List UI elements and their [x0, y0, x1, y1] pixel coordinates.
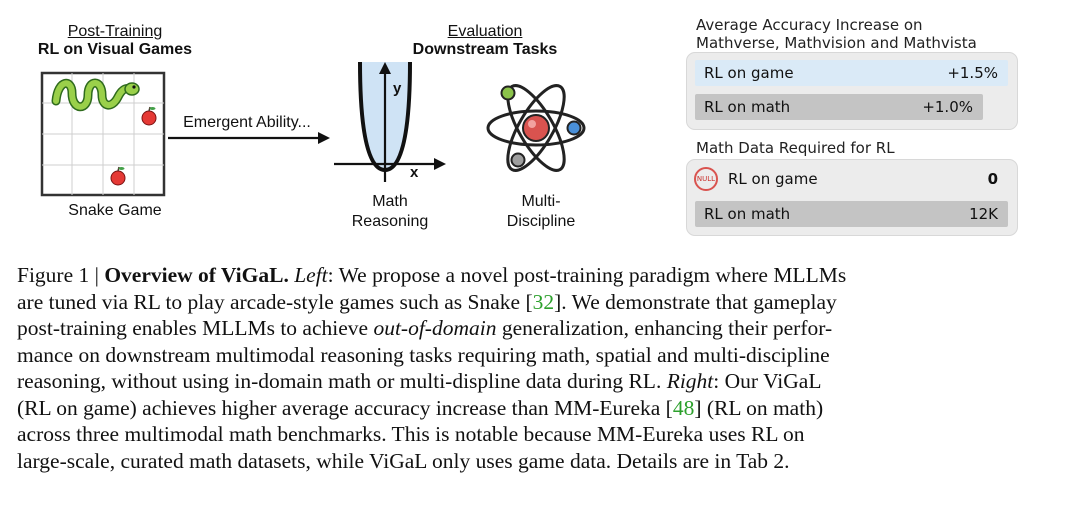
accuracy-title-line1: Average Accuracy Increase on [696, 16, 923, 34]
right-arrow-icon [166, 131, 332, 145]
bar-name: RL on math [704, 205, 791, 223]
caption-line: mance on downstream multimodal reasoning tasks requiring math, spatial and multi-discipline [17, 342, 830, 367]
snake-game-label: Snake Game [68, 202, 162, 219]
citation-link[interactable]: 48 [672, 395, 695, 420]
caption-line: post-training enables MLLMs to achieve out-of-domain generalization, enhancing their perfor- [17, 316, 833, 340]
atom-icon [484, 80, 588, 178]
post-training-heading: Post-Training [67, 23, 163, 40]
figure-caption [17, 262, 1067, 474]
citation-link[interactable]: 32 [532, 289, 555, 314]
bar-value: 12K [969, 205, 998, 223]
data-bar-math [695, 201, 1008, 227]
row-value: 0 [987, 170, 998, 188]
caption-right-emph: Right [666, 369, 714, 393]
caption-title: Overview of ViGaL. [104, 263, 289, 287]
data-row-game [728, 166, 1008, 192]
y-axis-label: y [393, 80, 402, 97]
caption-line: across three multimodal math benchmarks. This is notable because MM-Eureka uses RL on [17, 422, 805, 446]
bar-name: RL on game [704, 64, 794, 82]
caption-line: reasoning, without using in-domain math or multi-displine data during RL. Right: Our ViGaL [17, 369, 822, 393]
evaluation-heading: Evaluation [447, 23, 523, 40]
multi-label: Multi- [521, 193, 561, 210]
downstream-tasks-heading: Downstream Tasks [412, 41, 558, 58]
caption-line: (RL on game) achieves higher average accuracy increase than MM-Eureka [48] (RL on math) [17, 395, 824, 420]
accuracy-title-line2: Mathverse, Mathvision and Mathvista [696, 34, 977, 52]
reasoning-label: Reasoning [351, 213, 429, 230]
bar-value: +1.0% [922, 98, 973, 116]
discipline-label: Discipline [506, 213, 576, 230]
caption-left-emph: Left [294, 263, 328, 287]
data-required-title: Math Data Required for RL [696, 139, 895, 157]
bar-value: +1.5% [947, 64, 998, 82]
accuracy-panel [686, 52, 1018, 130]
emergent-ability-label: Emergent Ability... [183, 114, 311, 131]
caption-line: large-scale, curated math datasets, while ViGaL only uses game data. Details are in Tab 2. [17, 448, 790, 473]
data-required-panel [686, 159, 1018, 236]
caption-line: Figure 1 | Overview of ViGaL. Left: We propose a novel post-training paradigm where MLLMs [17, 263, 847, 287]
null-badge-icon: NULL [694, 167, 718, 191]
accuracy-bar-math [695, 94, 983, 120]
snake-game-grid [40, 71, 166, 197]
caption-label: Figure 1 | [17, 263, 105, 287]
rl-visual-games-heading: RL on Visual Games [37, 41, 193, 58]
parabola-plot [330, 60, 448, 190]
caption-emph: out-of-domain [373, 316, 497, 340]
row-name: RL on game [728, 170, 818, 188]
accuracy-bar-game [695, 60, 1008, 86]
bar-name: RL on math [704, 98, 791, 116]
x-axis-label: x [410, 164, 419, 181]
math-label: Math [372, 193, 408, 210]
caption-line: are tuned via RL to play arcade-style games such as Snake [32]. We demonstrate that gameplay [17, 289, 837, 314]
